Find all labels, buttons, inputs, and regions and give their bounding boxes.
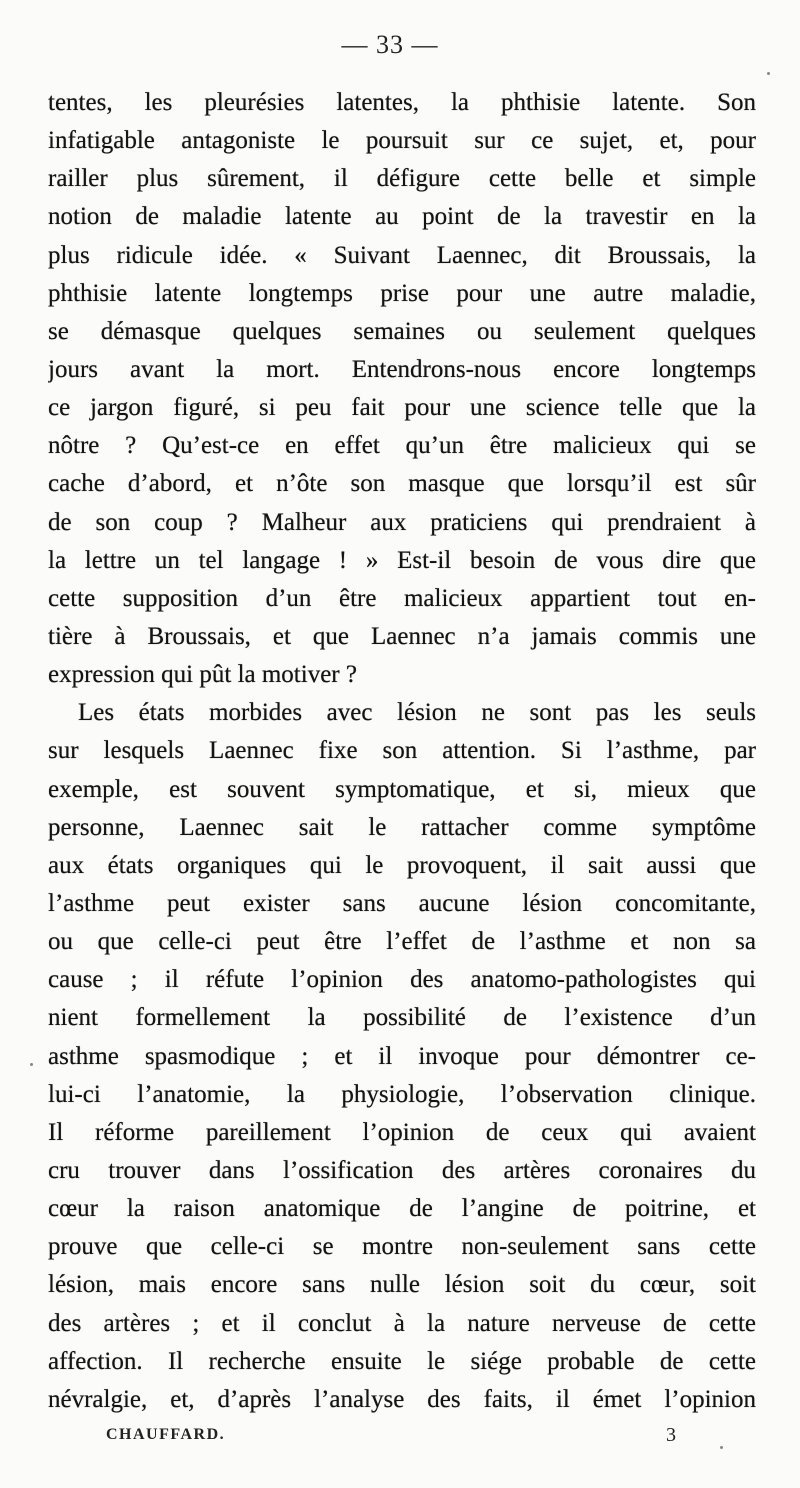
text-line: asthme spasmodique ; et il invoque pour démontrer ce-: [48, 1042, 756, 1070]
text-line: tière à Broussais, et que Laennec n’a jamais commis une: [48, 622, 756, 650]
text-line: cache d’abord, et n’ôte son masque que lorsqu’il est sûr: [48, 470, 756, 498]
text-line: affection. Il recherche ensuite le siége probable de cette: [48, 1347, 756, 1375]
text-line: nient formellement la possibilité de l’existence d’un: [48, 1004, 756, 1032]
text-line: notion de maladie latente au point de la travestir en la: [48, 203, 756, 231]
text-line: phthisie latente longtemps prise pour une autre maladie,: [48, 279, 756, 307]
text-line: cause ; il réfute l’opinion des anatomo-pathologistes qui: [48, 966, 756, 994]
page-footer: [106, 1426, 676, 1456]
ink-speck: [30, 1063, 33, 1066]
text-line: prouve que celle-ci se montre non-seulement sans cette: [48, 1233, 756, 1261]
text-line: lésion, mais encore sans nulle lésion soit du cœur, soit: [48, 1271, 756, 1299]
text-line: la lettre un tel langage ! » Est-il besoin de vous dire que: [48, 546, 756, 574]
signature-mark: CHAUFFARD.: [106, 1426, 226, 1443]
text-line: Il réforme pareillement l’opinion de ceux qui avaient: [48, 1118, 756, 1146]
paragraph-first-line: Les états morbides avec lésion ne sont pas les seuls: [78, 699, 756, 727]
text-line: cœur la raison anatomique de l’angine de poitrine, et: [48, 1195, 756, 1223]
text-line: exemple, est souvent symptomatique, et si, mieux que: [48, 775, 756, 803]
text-line: tentes, les pleurésies latentes, la phthisie latente. Son: [48, 89, 756, 116]
text-line: névralgie, et, d’après l’analyse des faits, il émet l’opinion: [48, 1385, 756, 1413]
page-number: — 33 —: [341, 30, 439, 59]
body-text: [48, 84, 756, 1419]
text-line: se démasque quelques semaines ou seulement quelques: [48, 317, 756, 345]
text-line: aux états organiques qui le provoquent, il sait aussi que: [48, 851, 756, 879]
ink-speck: [720, 1446, 723, 1449]
text-line: railler plus sûrement, il défigure cette belle et simple: [48, 165, 756, 193]
text-line: cru trouver dans l’ossification des artères coronaires du: [48, 1156, 756, 1184]
text-line: lui-ci l’anatomie, la physiologie, l’observation clinique.: [48, 1080, 756, 1108]
paragraph-end-line: expression qui pût la motiver ?: [48, 661, 357, 689]
text-line: jours avant la mort. Entendrons-nous encore longtemps: [48, 355, 756, 383]
text-line: sur lesquels Laennec fixe son attention. Si l’asthme, par: [48, 737, 756, 765]
text-line: nôtre ? Qu’est-ce en effet qu’un être malicieux qui se: [48, 432, 756, 460]
sheet-number: 3: [666, 1424, 676, 1446]
text-line: personne, Laennec sait le rattacher comme symptôme: [48, 813, 756, 841]
text-line: ce jargon figuré, si peu fait pour une science telle que la: [48, 394, 756, 422]
text-line: ou que celle-ci peut être l’effet de l’asthme et non sa: [48, 928, 756, 956]
text-line: de son coup ? Malheur aux praticiens qui prendraient à: [48, 508, 756, 536]
text-line: des artères ; et il conclut à la nature nerveuse de cette: [48, 1309, 756, 1337]
text-line: l’asthme peut exister sans aucune lésion concomitante,: [48, 889, 756, 917]
text-line: infatigable antagoniste le poursuit sur ce sujet, et, pour: [48, 127, 756, 155]
ink-speck: [767, 72, 770, 75]
text-line: plus ridicule idée. « Suivant Laennec, dit Broussais, la: [48, 241, 756, 269]
text-line: cette supposition d’un être malicieux appartient tout en-: [48, 584, 756, 612]
